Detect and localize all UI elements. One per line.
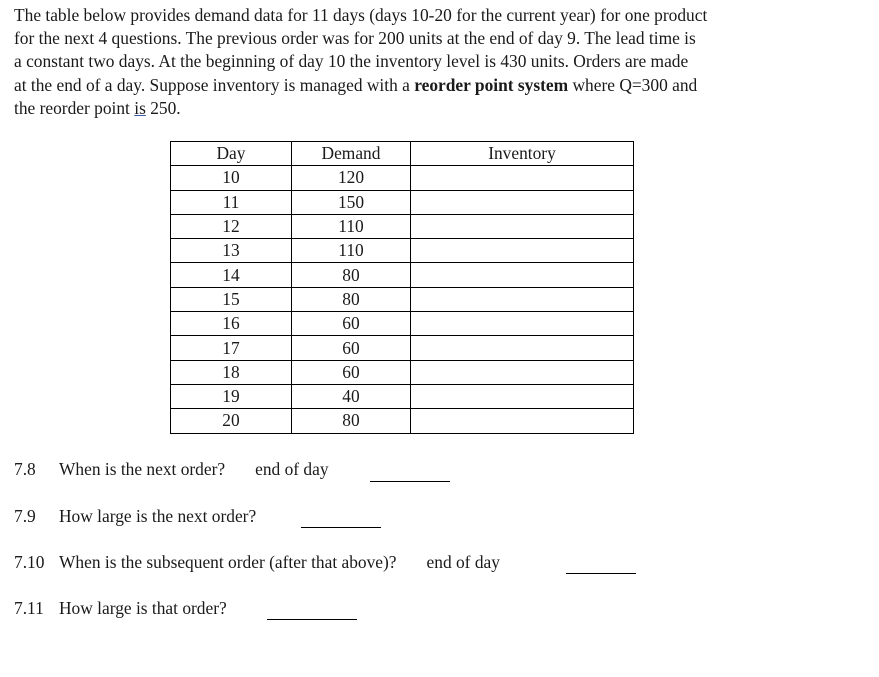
demand-cell: 120 (292, 166, 411, 190)
intro-line-1: The table below provides demand data for 11 days (days 10-20 for the current year) for one product (14, 5, 708, 25)
table-row (171, 214, 634, 238)
day-cell: 19 (171, 384, 292, 408)
demand-cell: 40 (292, 384, 411, 408)
header-day: Day (171, 142, 292, 166)
demand-cell: 110 (292, 214, 411, 238)
day-cell: 15 (171, 287, 292, 311)
answer-blank-7-9[interactable] (301, 526, 381, 528)
answer-blank-7-10[interactable] (566, 572, 636, 574)
answer-blank-7-8[interactable] (370, 480, 450, 482)
table-row (171, 336, 634, 360)
table-header-row (171, 142, 634, 166)
inventory-cell[interactable] (411, 190, 634, 214)
demand-cell: 80 (292, 263, 411, 287)
table-row (171, 384, 634, 408)
question-text: When is the next order? (59, 459, 226, 479)
question-number: 7.10 (14, 552, 45, 572)
intro-line-4: at the end of a day. Suppose inventory is managed with a reorder point system where Q=300 and (14, 74, 698, 95)
day-cell: 10 (171, 166, 292, 190)
question-number: 7.9 (14, 506, 36, 526)
question-suffix: end of day (255, 459, 329, 479)
question-text: When is the subsequent order (after that above)? (59, 552, 397, 572)
table-row (171, 287, 634, 311)
inventory-cell[interactable] (411, 384, 634, 408)
inventory-cell[interactable] (411, 239, 634, 263)
demand-cell: 110 (292, 239, 411, 263)
question-7-10 (14, 552, 500, 573)
demand-cell: 60 (292, 336, 411, 360)
table-row (171, 190, 634, 214)
demand-cell: 150 (292, 190, 411, 214)
intro-paragraph (14, 4, 804, 120)
answer-blank-7-11[interactable] (267, 618, 357, 620)
question-text: How large is that order? (59, 598, 227, 618)
question-7-11 (14, 598, 227, 619)
day-cell: 13 (171, 239, 292, 263)
table-row (171, 360, 634, 384)
inventory-cell[interactable] (411, 214, 634, 238)
header-inventory: Inventory (411, 142, 634, 166)
day-cell: 11 (171, 190, 292, 214)
day-cell: 20 (171, 409, 292, 433)
inventory-cell[interactable] (411, 263, 634, 287)
day-cell: 14 (171, 263, 292, 287)
question-7-8 (14, 459, 329, 480)
table-row (171, 312, 634, 336)
inventory-cell[interactable] (411, 312, 634, 336)
table-row (171, 409, 634, 433)
demand-cell: 80 (292, 287, 411, 311)
intro-line-5: the reorder point is 250. (14, 97, 181, 118)
day-cell: 16 (171, 312, 292, 336)
inventory-cell[interactable] (411, 287, 634, 311)
demand-table (170, 141, 634, 434)
demand-cell: 80 (292, 409, 411, 433)
table-row (171, 263, 634, 287)
question-text: How large is the next order? (59, 506, 257, 526)
table-row (171, 239, 634, 263)
demand-cell: 60 (292, 312, 411, 336)
intro-line-2: for the next 4 questions. The previous order was for 200 units at the end of day 9. The lead time is (14, 28, 696, 49)
question-7-9 (14, 506, 256, 527)
inventory-cell[interactable] (411, 166, 634, 190)
table-row (171, 166, 634, 190)
inventory-cell[interactable] (411, 409, 634, 433)
question-number: 7.11 (14, 598, 44, 618)
reorder-point-system-bold: reorder point system (414, 74, 569, 95)
day-cell: 17 (171, 336, 292, 360)
header-demand: Demand (292, 142, 411, 166)
question-number: 7.8 (14, 459, 36, 479)
underlined-is: is (134, 97, 146, 118)
question-suffix: end of day (426, 552, 500, 572)
day-cell: 12 (171, 214, 292, 238)
demand-cell: 60 (292, 360, 411, 384)
inventory-cell[interactable] (411, 360, 634, 384)
day-cell: 18 (171, 360, 292, 384)
intro-line-3: a constant two days. At the beginning of day 10 the inventory level is 430 units. Orders are made (14, 51, 689, 72)
inventory-cell[interactable] (411, 336, 634, 360)
